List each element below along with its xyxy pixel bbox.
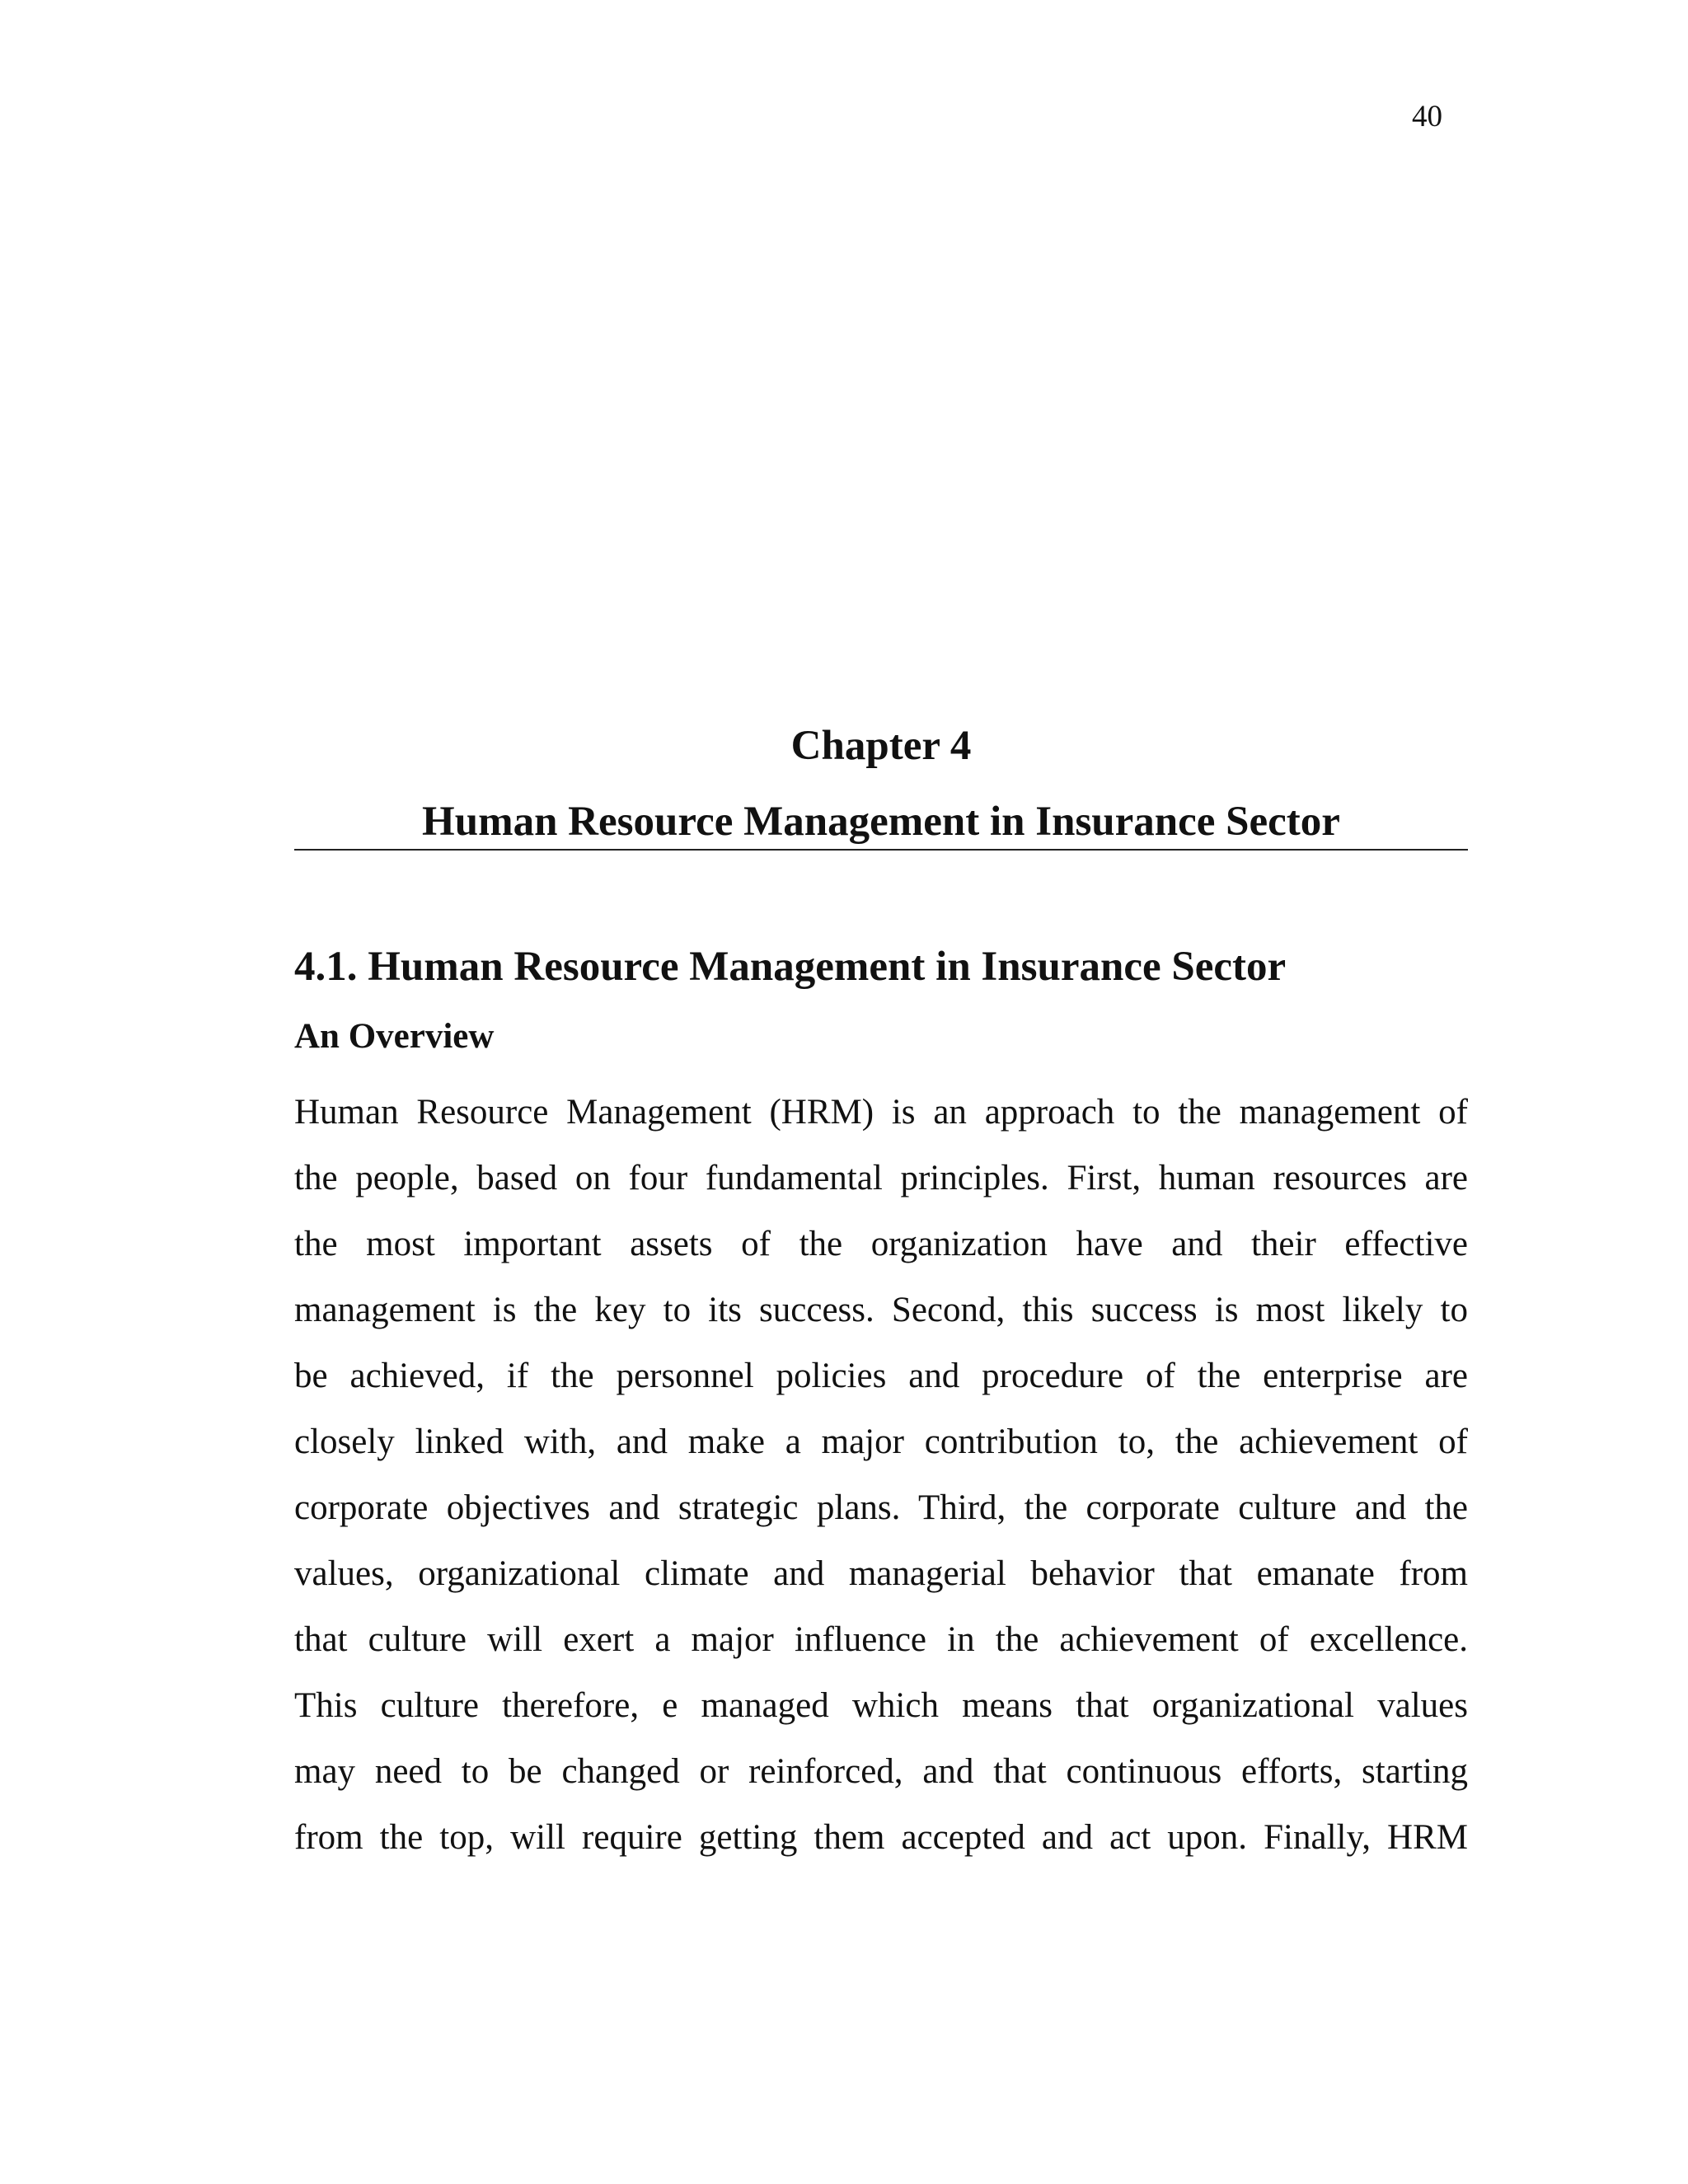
chapter-divider — [294, 849, 1468, 851]
section-heading: 4.1. Human Resource Management in Insurance Sector — [294, 944, 1287, 990]
paragraph-line: Human Resource Management (HRM) is an approach to the management of — [294, 1093, 1468, 1132]
paragraph-line: from the top, will require getting them accepted and act upon. Finally, HRM — [294, 1818, 1468, 1857]
chapter-heading-block — [294, 721, 1468, 846]
body-paragraph — [294, 1080, 1468, 1871]
chapter-label: Chapter 4 — [790, 723, 972, 769]
paragraph-line: management is the key to its success. Second, this success is most likely to — [294, 1291, 1468, 1329]
paragraph-line: This culture therefore, e managed which means that organizational values — [294, 1686, 1468, 1725]
paragraph-line: may need to be changed or reinforced, and that continuous efforts, starting — [294, 1752, 1468, 1791]
paragraph-line: corporate objectives and strategic plans. Third, the corporate culture and the — [294, 1488, 1468, 1527]
section-subheading: An Overview — [294, 1017, 495, 1056]
paragraph-line: the people, based on four fundamental principles. First, human resources are — [294, 1159, 1468, 1197]
paragraph-line: closely linked with, and make a major contribution to, the achievement of — [294, 1422, 1468, 1461]
paragraph-line: be achieved, if the personnel policies and procedure of the enterprise are — [294, 1357, 1468, 1395]
paragraph-line: the most important assets of the organization have and their effective — [294, 1225, 1468, 1263]
chapter-title: Human Resource Management in Insurance Sector — [422, 799, 1340, 845]
paragraph-line: values, organizational climate and managerial behavior that emanate from — [294, 1554, 1468, 1593]
page-number: 40 — [1412, 100, 1442, 134]
paragraph-line: that culture will exert a major influence in the achievement of excellence. — [294, 1620, 1468, 1659]
